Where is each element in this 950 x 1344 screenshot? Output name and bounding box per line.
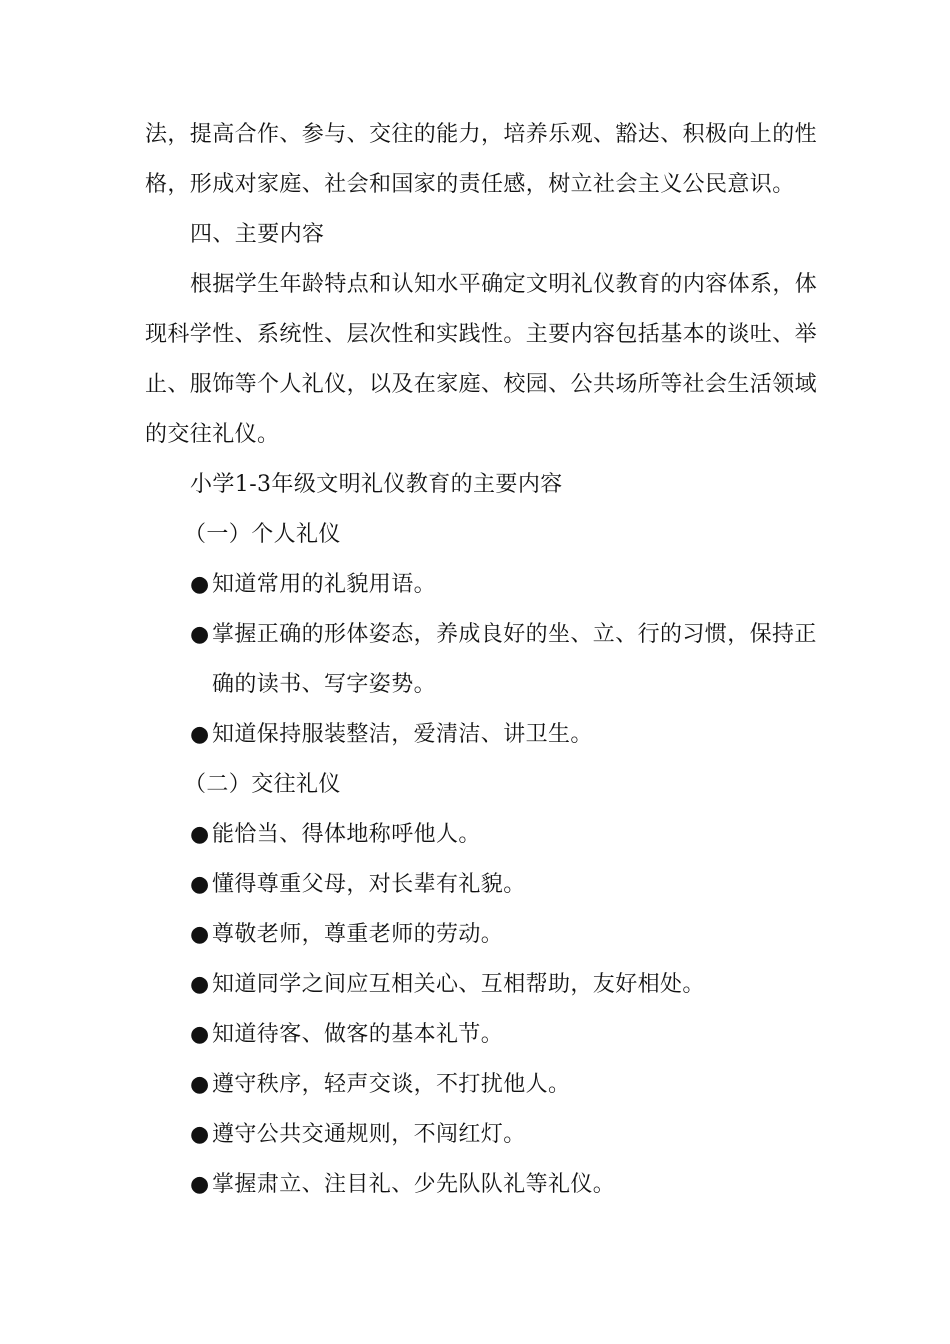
list-item-continuation: 确的读书、写字姿势。 bbox=[212, 672, 437, 697]
list-item-text: 尊敬老师，尊重老师的劳动。 bbox=[212, 922, 504, 947]
subsection-heading: （二）交往礼仪 bbox=[184, 772, 341, 797]
bullet-icon: ● bbox=[190, 922, 210, 947]
bullet-icon: ● bbox=[190, 622, 210, 647]
list-item-text: 知道同学之间应互相关心、互相帮助，友好相处。 bbox=[212, 972, 705, 997]
list-item-text: 能恰当、得体地称呼他人。 bbox=[212, 822, 481, 847]
list-item bbox=[190, 920, 503, 950]
list-item bbox=[190, 870, 526, 900]
list-item-text: 遵守公共交通规则，不闯红灯。 bbox=[212, 1122, 526, 1147]
list-item-text: 掌握正确的形体姿态，养成良好的坐、立、行的习惯，保持正 bbox=[212, 622, 817, 647]
bullet-icon: ● bbox=[190, 1072, 210, 1097]
paragraph-line: 现科学性、系统性、层次性和实践性。主要内容包括基本的谈吐、举 bbox=[145, 322, 818, 347]
list-item-text: 遵守秩序，轻声交谈，不打扰他人。 bbox=[212, 1072, 571, 1097]
list-item bbox=[190, 1170, 615, 1200]
bullet-icon: ● bbox=[190, 872, 210, 897]
paragraph-line: 根据学生年龄特点和认知水平确定文明礼仪教育的内容体系，体 bbox=[190, 272, 818, 297]
bullet-icon: ● bbox=[190, 1172, 210, 1197]
paragraph-line: 格，形成对家庭、社会和国家的责任感，树立社会主义公民意识。 bbox=[145, 172, 795, 197]
subsection-heading: （一）个人礼仪 bbox=[184, 522, 341, 547]
list-item-text: 掌握肃立、注目礼、少先队队礼等礼仪。 bbox=[212, 1172, 616, 1197]
bullet-icon: ● bbox=[190, 1022, 210, 1047]
list-item bbox=[190, 1070, 570, 1100]
bullet-icon: ● bbox=[190, 572, 210, 597]
bullet-icon: ● bbox=[190, 1122, 210, 1147]
list-item bbox=[190, 1120, 526, 1150]
list-item bbox=[190, 720, 593, 750]
section-heading: 四、主要内容 bbox=[190, 222, 325, 247]
grade-heading: 小学1-3年级文明礼仪教育的主要内容 bbox=[190, 472, 563, 497]
paragraph-line: 法，提高合作、参与、交往的能力，培养乐观、豁达、积极向上的性 bbox=[145, 122, 818, 147]
list-item bbox=[190, 1020, 503, 1050]
bullet-icon: ● bbox=[190, 722, 210, 747]
list-item bbox=[190, 820, 481, 850]
list-item-text: 知道常用的礼貌用语。 bbox=[212, 572, 437, 597]
list-item-text: 懂得尊重父母，对长辈有礼貌。 bbox=[212, 872, 526, 897]
bullet-icon: ● bbox=[190, 972, 210, 997]
paragraph-line: 的交往礼仪。 bbox=[145, 422, 280, 447]
bullet-icon: ● bbox=[190, 822, 210, 847]
list-item bbox=[190, 970, 705, 1000]
paragraph-line: 止、服饰等个人礼仪，以及在家庭、校园、公共场所等社会生活领域 bbox=[145, 372, 818, 397]
list-item-text: 知道待客、做客的基本礼节。 bbox=[212, 1022, 504, 1047]
list-item bbox=[190, 570, 436, 600]
list-item-text: 知道保持服装整洁，爱清洁、讲卫生。 bbox=[212, 722, 593, 747]
list-item bbox=[190, 620, 817, 650]
